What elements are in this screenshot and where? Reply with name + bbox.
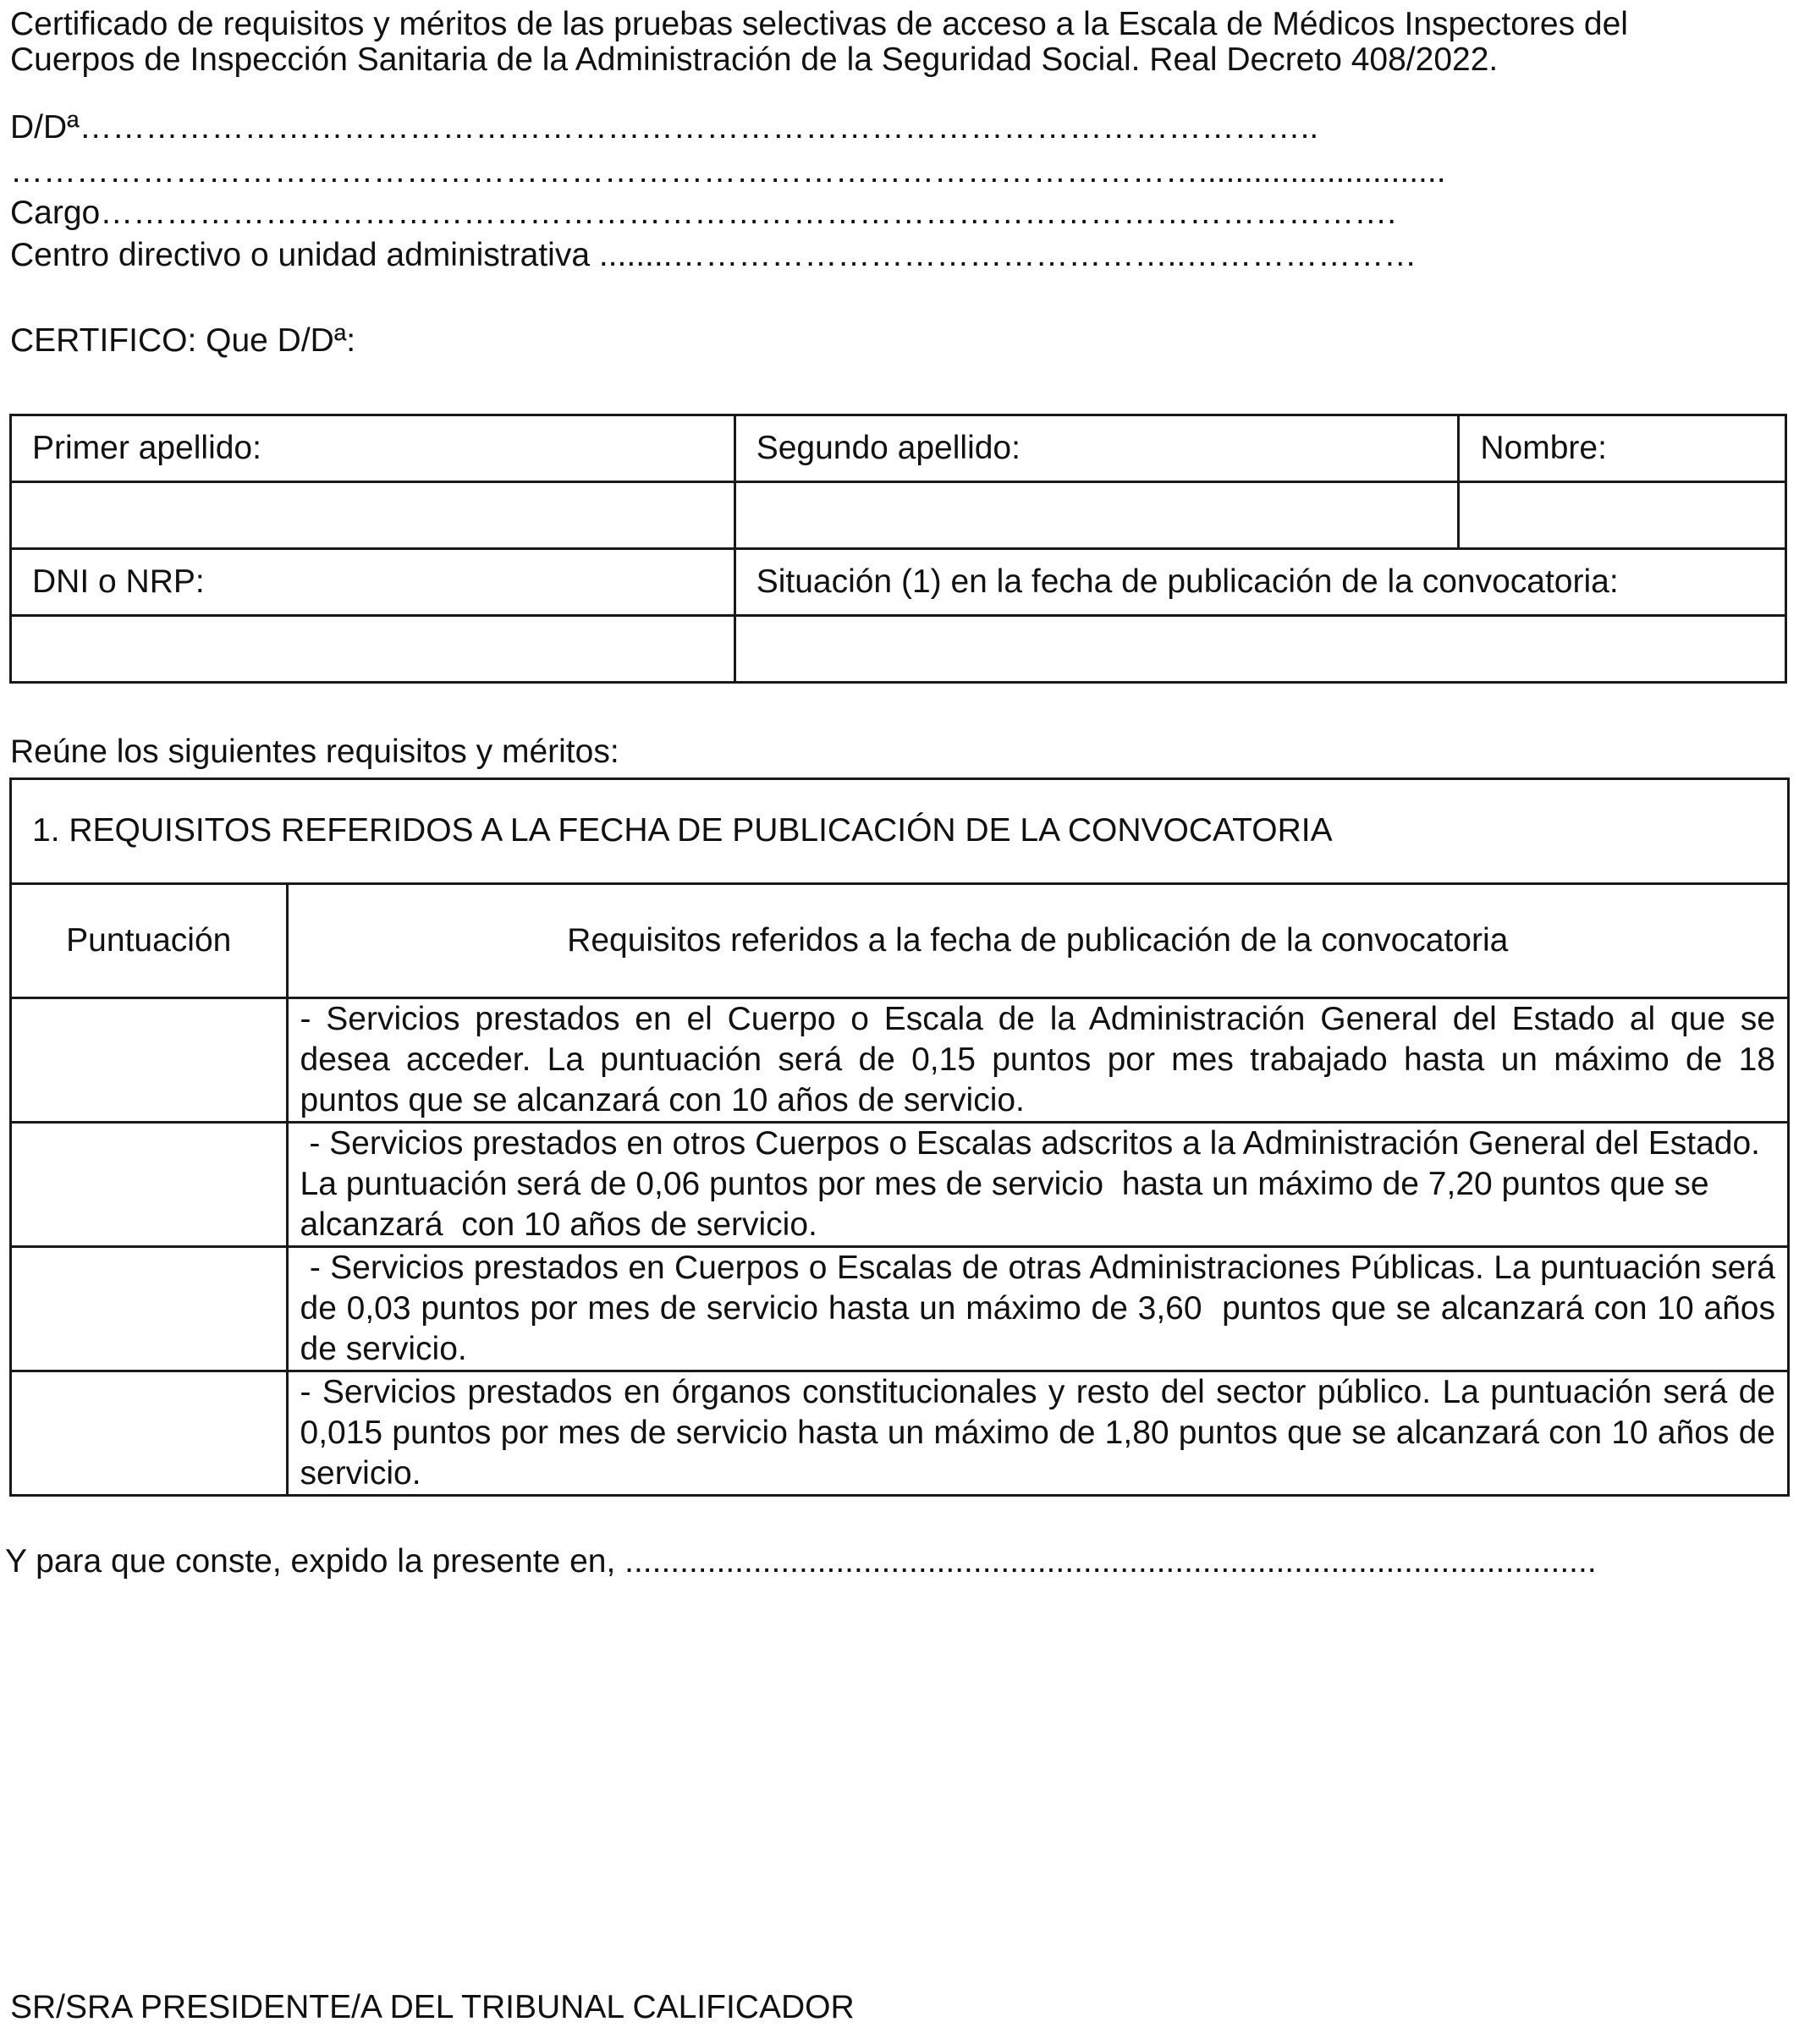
centro-line: Centro directivo o unidad administrativa ........………………………………………..………………… xyxy=(10,237,1417,273)
requirements-table xyxy=(9,777,1790,1497)
puntuacion-header: Puntuación xyxy=(11,884,288,998)
primer-apellido-label: Primer apellido: xyxy=(11,415,735,482)
dni-field[interactable] xyxy=(11,616,735,683)
document-title: Certificado de requisitos y méritos de las pruebas selectivas de acceso a la Escala de Médicos Inspectores del Cuerpos de Inspección Sanitaria de la Administración de la Seguridad Social. Real Decreto 408/2022. xyxy=(10,6,1628,78)
requirement-text: - Servicios prestados en el Cuerpo o Escala de la Administración General del Estado al que se desea acceder. La puntuación será de 0,15 puntos por mes trabajado hasta un máximo de 18 puntos que se alcanzará con 10 años de servicio. xyxy=(287,998,1789,1123)
requirement-text: - Servicios prestados en Cuerpos o Escalas de otras Administraciones Públicas. La puntuación será de 0,03 puntos por mes de servicio hasta un máximo de 3,60 puntos que se alcanzará con 10 años de servicio. xyxy=(287,1247,1789,1371)
nombre-label: Nombre: xyxy=(1459,415,1786,482)
person-data-table xyxy=(9,414,1787,684)
table-row xyxy=(11,1247,1789,1371)
score-field[interactable] xyxy=(11,1123,288,1247)
requirement-text: - Servicios prestados en órganos constitucionales y resto del sector público. La puntuación será de 0,015 puntos por mes de servicio hasta un máximo de 1,80 puntos que se alcanzará con 10 años de servicio. xyxy=(287,1371,1789,1496)
table-row xyxy=(11,1123,1789,1247)
intro-text: Reúne los siguientes requisitos y méritos: xyxy=(10,734,619,770)
score-field[interactable] xyxy=(11,1371,288,1496)
footer-addressee: SR/SRA PRESIDENTE/A DEL TRIBUNAL CALIFICADOR xyxy=(10,1989,855,2025)
score-field[interactable] xyxy=(11,1247,288,1371)
dni-label: DNI o NRP: xyxy=(11,549,735,616)
table-row xyxy=(11,1371,1789,1496)
requisitos-header: Requisitos referidos a la fecha de publicación de la convocatoria xyxy=(287,884,1789,998)
score-field[interactable] xyxy=(11,998,288,1123)
situacion-field[interactable] xyxy=(734,616,1785,683)
cargo-line: Cargo………………………………………………………………………………………………………. xyxy=(10,195,1397,231)
requirement-text: - Servicios prestados en otros Cuerpos o Escalas adscritos a la Administración General del Estado. La puntuación será de 0,06 puntos por mes de servicio hasta un máximo de 7,20 puntos que se alcanzará con 10 años de servicio. xyxy=(287,1123,1789,1247)
table-row xyxy=(11,998,1789,1123)
section-title: 1. REQUISITOS REFERIDOS A LA FECHA DE PUBLICACIÓN DE LA CONVOCATORIA xyxy=(11,779,1789,884)
nombre-field[interactable] xyxy=(1459,482,1786,549)
primer-apellido-field[interactable] xyxy=(11,482,735,549)
closing-line: Y para que conste, expido la presente en, .......................................................................................................... xyxy=(5,1543,1597,1580)
segundo-apellido-label: Segundo apellido: xyxy=(734,415,1459,482)
dda-line: D/Dª………………………………………………………………………………………………….. xyxy=(10,109,1319,146)
name-continuation-line: ………………………………………………………………………………………………........................... xyxy=(10,153,1446,190)
situacion-label: Situación (1) en la fecha de publicación de la convocatoria: xyxy=(734,549,1785,616)
certifico-label: CERTIFICO: Que D/Dª: xyxy=(10,322,356,359)
segundo-apellido-field[interactable] xyxy=(734,482,1459,549)
